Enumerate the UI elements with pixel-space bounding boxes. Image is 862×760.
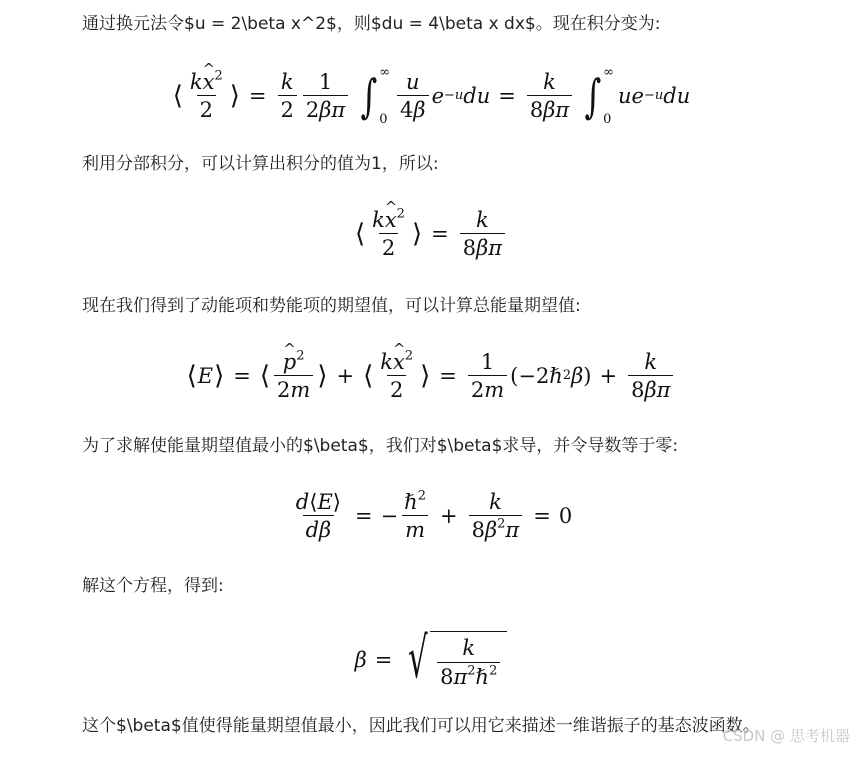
watermark: CSDN @ 思考机器 [722, 727, 850, 745]
equation-derivative-zero: $\frac{d⟨E⟩}{d\beta}$ = − $\frac{\hbar^2}{m}$ + $\frac{k}{8\beta^2\pi}$ = 0 [295, 488, 573, 542]
paragraph-total-energy: 现在我们得到了动能项和势能项的期望值，可以计算总能量期望值: [82, 296, 581, 316]
equation-energy-expectation: ⟨ E ⟩ = ⟨ $\frac{p \^{}^2}{2m}$ ⟩ + ⟨ $\frac{kx \^{}^2}{2}$ ⟩ = $\frac{1}{2m}$ (−2 ℏ 2 β ) + $\frac{k}{8\beta\pi}$ [0, 338, 862, 414]
paragraph-conclusion: 这个$\beta$值使得能量期望值最小，因此我们可以用它来描述一维谐振子的基态波函数。 [82, 716, 760, 736]
equation-beta-solution: β = √ $\frac{k}{8\pi^2\hbar^2}$ [0, 620, 862, 700]
equation-potential-expectation: ⟨ $\frac{kx \^{}^2}{2}$ ⟩ = $\frac{k}{8\beta\pi}$ [0, 196, 862, 272]
paragraph-solve: 解这个方程，得到: [82, 576, 224, 596]
paragraph-integration-by-parts: 利用分部积分，可以计算出积分的值为1，所以: [82, 154, 439, 174]
equation-integral-substitution: ⟨ $\frac{kx \^{}^2}{2}$ ⟩ = $\frac{k}{2}$ $\frac{1}{2\beta\pi}$ ∫ ∞ 0 $\frac{u}{4\beta}$ e −u du = $\frac{k}{8\beta\pi}$ ∫ ∞ 0 ue −u du [0, 58, 862, 134]
paragraph-substitution: 通过换元法令$u = 2\beta x^2$，则$du = 4\beta x dx$。现在积分变为: [82, 14, 661, 34]
paragraph-derivative: 为了求解使能量期望值最小的$\beta$，我们对$\beta$求导，并令导数等于零: [82, 436, 679, 456]
